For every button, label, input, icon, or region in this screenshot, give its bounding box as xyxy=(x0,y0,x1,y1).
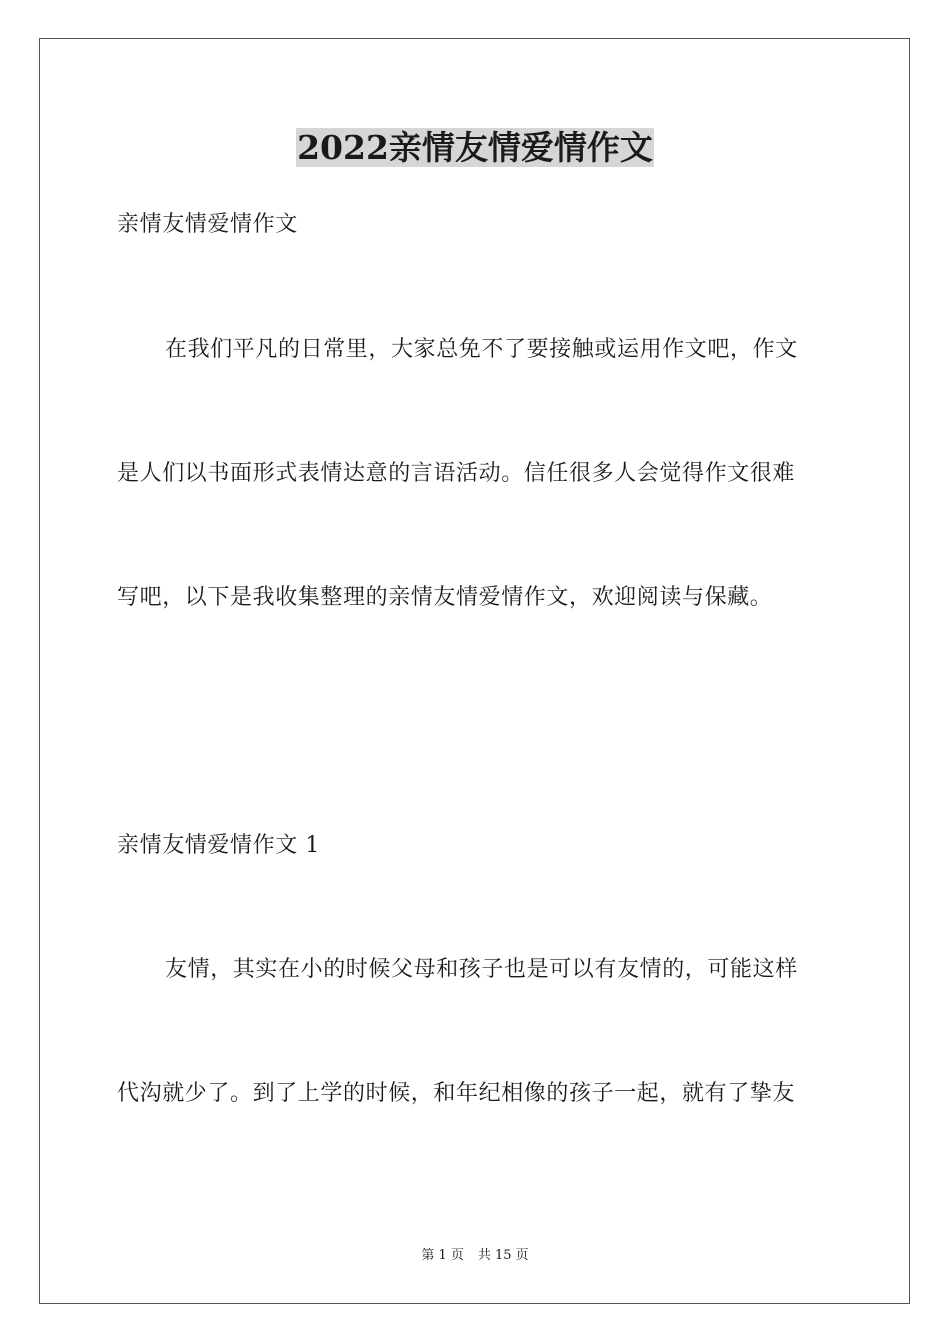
document-heading: 亲情友情爱情作文 xyxy=(117,212,298,237)
page-footer xyxy=(0,1247,950,1265)
intro-line-1: 在我们平凡的日常里，大家总免不了要接触或运用作文吧，作文 xyxy=(165,337,798,362)
document-title-text: 2022亲情友情爱情作文 xyxy=(297,128,653,167)
intro-line-2: 是人们以书面形式表情达意的言语活动。信任很多人会觉得作文很难 xyxy=(117,461,796,486)
section-line-1: 友情，其实在小的时候父母和孩子也是可以有友情的，可能这样 xyxy=(165,957,798,982)
intro-line-3: 写吧，以下是我收集整理的亲情友情爱情作文，欢迎阅读与保藏。 xyxy=(117,585,773,610)
document-title xyxy=(0,124,950,172)
page-number: 第 1 页 xyxy=(421,1248,464,1263)
section-line-2: 代沟就少了。到了上学的时候，和年纪相像的孩子一起，就有了挚友 xyxy=(117,1081,796,1106)
page-total: 共 15 页 xyxy=(477,1248,529,1263)
section-heading: 亲情友情爱情作文 1 xyxy=(117,833,320,858)
